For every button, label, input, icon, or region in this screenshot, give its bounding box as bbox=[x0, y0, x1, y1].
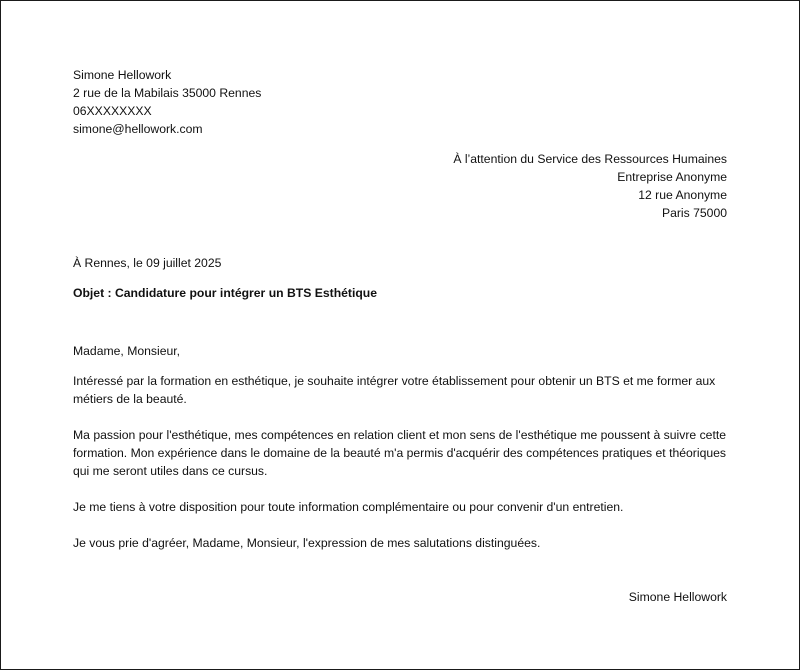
date-line: À Rennes, le 09 juillet 2025 bbox=[73, 256, 222, 270]
recipient-block bbox=[453, 150, 727, 222]
sender-phone: 06XXXXXXXX bbox=[73, 104, 152, 118]
paragraph-intro: Intéressé par la formation en esthétique, je souhaite intégrer votre établissement pour obtenir un BTS et me former aux métiers de la beauté. bbox=[73, 374, 716, 406]
sender-address: 2 rue de la Mabilais 35000 Rennes bbox=[73, 86, 262, 100]
sender-block bbox=[73, 66, 261, 138]
paragraph-motivation: Ma passion pour l'esthétique, mes compétences en relation client et mon sens de l'esthétique me poussent à suivre cette formation. Mon expérience dans le domaine de la beauté m'a permis d'acquérir des compétences pratiques et théoriques qui me seront utiles dans ce cursus. bbox=[73, 428, 726, 478]
recipient-company: Entreprise Anonyme bbox=[617, 170, 727, 184]
paragraph-closing: Je vous prie d'agréer, Madame, Monsieur, l'expression de mes salutations distinguées. bbox=[73, 536, 541, 550]
recipient-street: 12 rue Anonyme bbox=[638, 188, 727, 202]
sender-name: Simone Hellowork bbox=[73, 68, 172, 82]
signature: Simone Hellowork bbox=[628, 590, 727, 604]
sender-email: simone@hellowork.com bbox=[73, 122, 203, 136]
recipient-city: Paris 75000 bbox=[661, 206, 727, 220]
paragraph-availability: Je me tiens à votre disposition pour toute information complémentaire ou pour convenir d'un entretien. bbox=[73, 500, 624, 514]
subject-line: Objet : Candidature pour intégrer un BTS Esthétique bbox=[73, 286, 378, 300]
recipient-attention: À l’attention du Service des Ressources Humaines bbox=[453, 152, 727, 166]
salutation: Madame, Monsieur, bbox=[73, 344, 181, 358]
